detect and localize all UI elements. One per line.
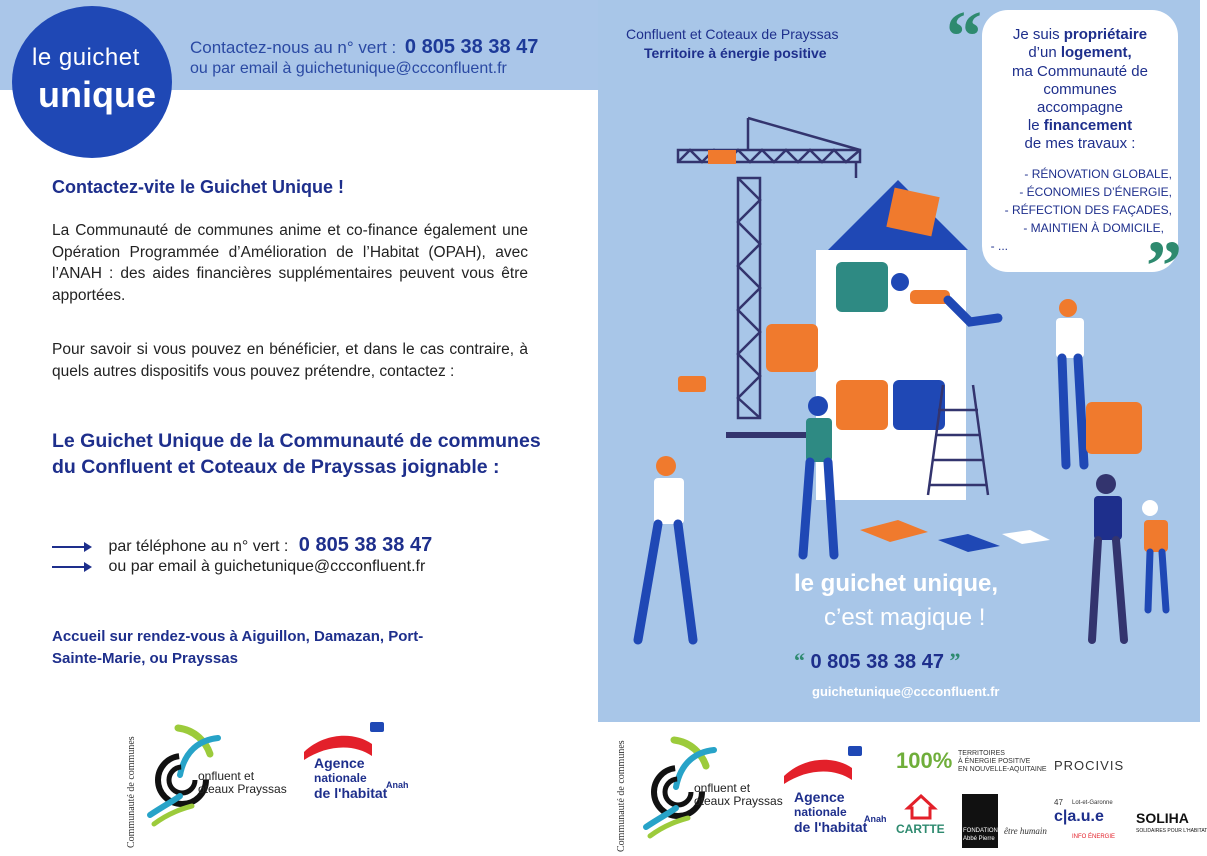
right-top-line1: Confluent et Coteaux de Prayssas [626, 26, 839, 42]
caue-sub2: INFO ÉNERGIE [1072, 834, 1116, 840]
caue-text: c|a.u.e [1054, 808, 1104, 825]
caue-number: 47 [1054, 798, 1063, 807]
etre-humain-text: être humain [1004, 826, 1047, 836]
contact-phone-number: 0 805 38 38 47 [298, 534, 433, 556]
soliha-logo [1136, 810, 1207, 850]
confluent-logo [140, 720, 310, 830]
left-panel [0, 0, 598, 856]
side-text-communaute: Communauté de communes [126, 736, 137, 848]
header-contact-line [190, 36, 538, 59]
anah-sub: Anah [864, 814, 887, 824]
right-phone-number: 0 805 38 38 47 [810, 651, 944, 673]
left-title: Contactez-vite le Guichet Unique ! [52, 177, 345, 197]
soliha-text: SOLIHA [1136, 810, 1189, 826]
anah-line2: nationale [314, 771, 367, 785]
anah-line3: de l'habitat [794, 819, 868, 835]
quote-open-icon: “ [946, 0, 982, 76]
anah-line2: nationale [794, 805, 847, 819]
anah-wave-icon [780, 746, 880, 786]
bubble-line3: ma Communauté de [1012, 63, 1148, 80]
header-contact-prefix: Contactez-nous au n° vert : [190, 38, 397, 57]
fondation-text1: FONDATION [963, 828, 998, 834]
header-phone: 0 805 38 38 47 [404, 36, 539, 58]
cartte-text: CARTTE [896, 822, 945, 836]
bubble-line1: Je suis propriétaire [1012, 26, 1148, 43]
right-email: guichetunique@ccconfluent.fr [812, 684, 1000, 699]
fondation-logo [962, 794, 998, 848]
procivis-logo: PROCIVIS [1054, 758, 1125, 773]
anah-sub: Anah [386, 780, 409, 790]
bubble-item: - ÉCONOMIES D’ÉNERGIE, [1019, 185, 1172, 199]
arrow-icon [52, 566, 90, 568]
fondation-text2: Abbé Pierre [963, 836, 995, 842]
cc-line1: onfluent et [694, 781, 751, 795]
bubble-line4: communes [1043, 81, 1117, 98]
right-top-line2: Territoire à énergie positive [644, 45, 827, 61]
cc-line1: onfluent et [198, 769, 255, 783]
guichet-unique-logo [12, 6, 172, 158]
appointment-info: Accueil sur rendez-vous à Aiguillon, Damazan, Port-Sainte-Marie, ou Prayssas [52, 628, 424, 667]
bubble-item: - RÉFECTION DES FAÇADES, [1004, 203, 1172, 217]
bubble-item: - RÉNOVATION GLOBALE, [1024, 167, 1172, 181]
right-panel [598, 0, 1200, 722]
territoires-percent: 100% [896, 748, 953, 773]
side-text-communaute: Communauté de communes [616, 740, 627, 852]
bubble-line2: d’un logement, [1028, 44, 1132, 61]
guichet-title: Le Guichet Unique de la Communauté de communes du Confluent et Coteaux de Prayssas joignable : [52, 430, 541, 478]
cc-line2: oteaux Prayssas [694, 794, 783, 808]
bubble-line7: de mes travaux : [1024, 135, 1136, 152]
right-footer-logos [598, 722, 1207, 856]
arrow-icon [52, 546, 90, 548]
quote-close-icon: ” [943, 648, 961, 673]
logo-line1: le guichet [32, 44, 140, 71]
paragraph-eligibility: Pour savoir si vous pouvez en bénéficier, et dans le cas contraire, à quels autres dispositifs vous pouvez prétendre, contactez : [52, 341, 528, 380]
logo-line2: unique [38, 74, 156, 115]
right-phone [794, 648, 960, 674]
anah-line1: Agence [314, 755, 365, 771]
territoires-text2: À ÉNERGIE POSITIVE [958, 758, 1031, 765]
quote-close-icon: ” [1146, 226, 1182, 306]
bubble-item: - MAINTIEN À DOMICILE, [1023, 221, 1164, 235]
slogan-line2: c’est magique ! [824, 604, 986, 631]
contact-phone-row [52, 534, 432, 557]
bubble-item: - ... [990, 239, 1008, 253]
caue-sub1: Lot-et-Garonne [1072, 800, 1113, 806]
caue-logo [1054, 798, 1134, 852]
contact-email-row [52, 558, 425, 576]
bubble-line6: le financement [1027, 117, 1133, 134]
territoires-text3: EN NOUVELLE-AQUITAINE [958, 766, 1047, 773]
contact-email: ou par email à guichetunique@ccconfluent.fr [108, 558, 426, 575]
anah-logo [300, 722, 410, 812]
anah-line1: Agence [794, 789, 845, 805]
cartte-logo [896, 794, 946, 850]
territoires-logo [896, 748, 1046, 788]
territoires-text1: TERRITOIRES [958, 750, 1005, 757]
anah-line3: de l'habitat [314, 785, 388, 801]
paragraph-opah: La Communauté de communes anime et co-finance également une Opération Programmée d’Amélioration de l’Habitat (OPAH), avec l’ANAH : des aides financières supplémentaires peuvent vous être apportées. [52, 222, 528, 304]
slogan-line1: le guichet unique, [794, 570, 999, 597]
quote-open-icon: “ [794, 648, 811, 673]
anah-logo [780, 746, 890, 846]
cartte-icon [906, 794, 936, 820]
cc-line2: oteaux Prayssas [198, 782, 287, 796]
contact-phone-prefix: par téléphone au n° vert : [108, 538, 289, 555]
header-email-line: ou par email à guichetunique@ccconfluent.fr [190, 60, 507, 77]
soliha-sub: SOLIDAIRES POUR L'HABITAT [1136, 828, 1207, 834]
bubble-line5: accompagne [1037, 99, 1123, 116]
